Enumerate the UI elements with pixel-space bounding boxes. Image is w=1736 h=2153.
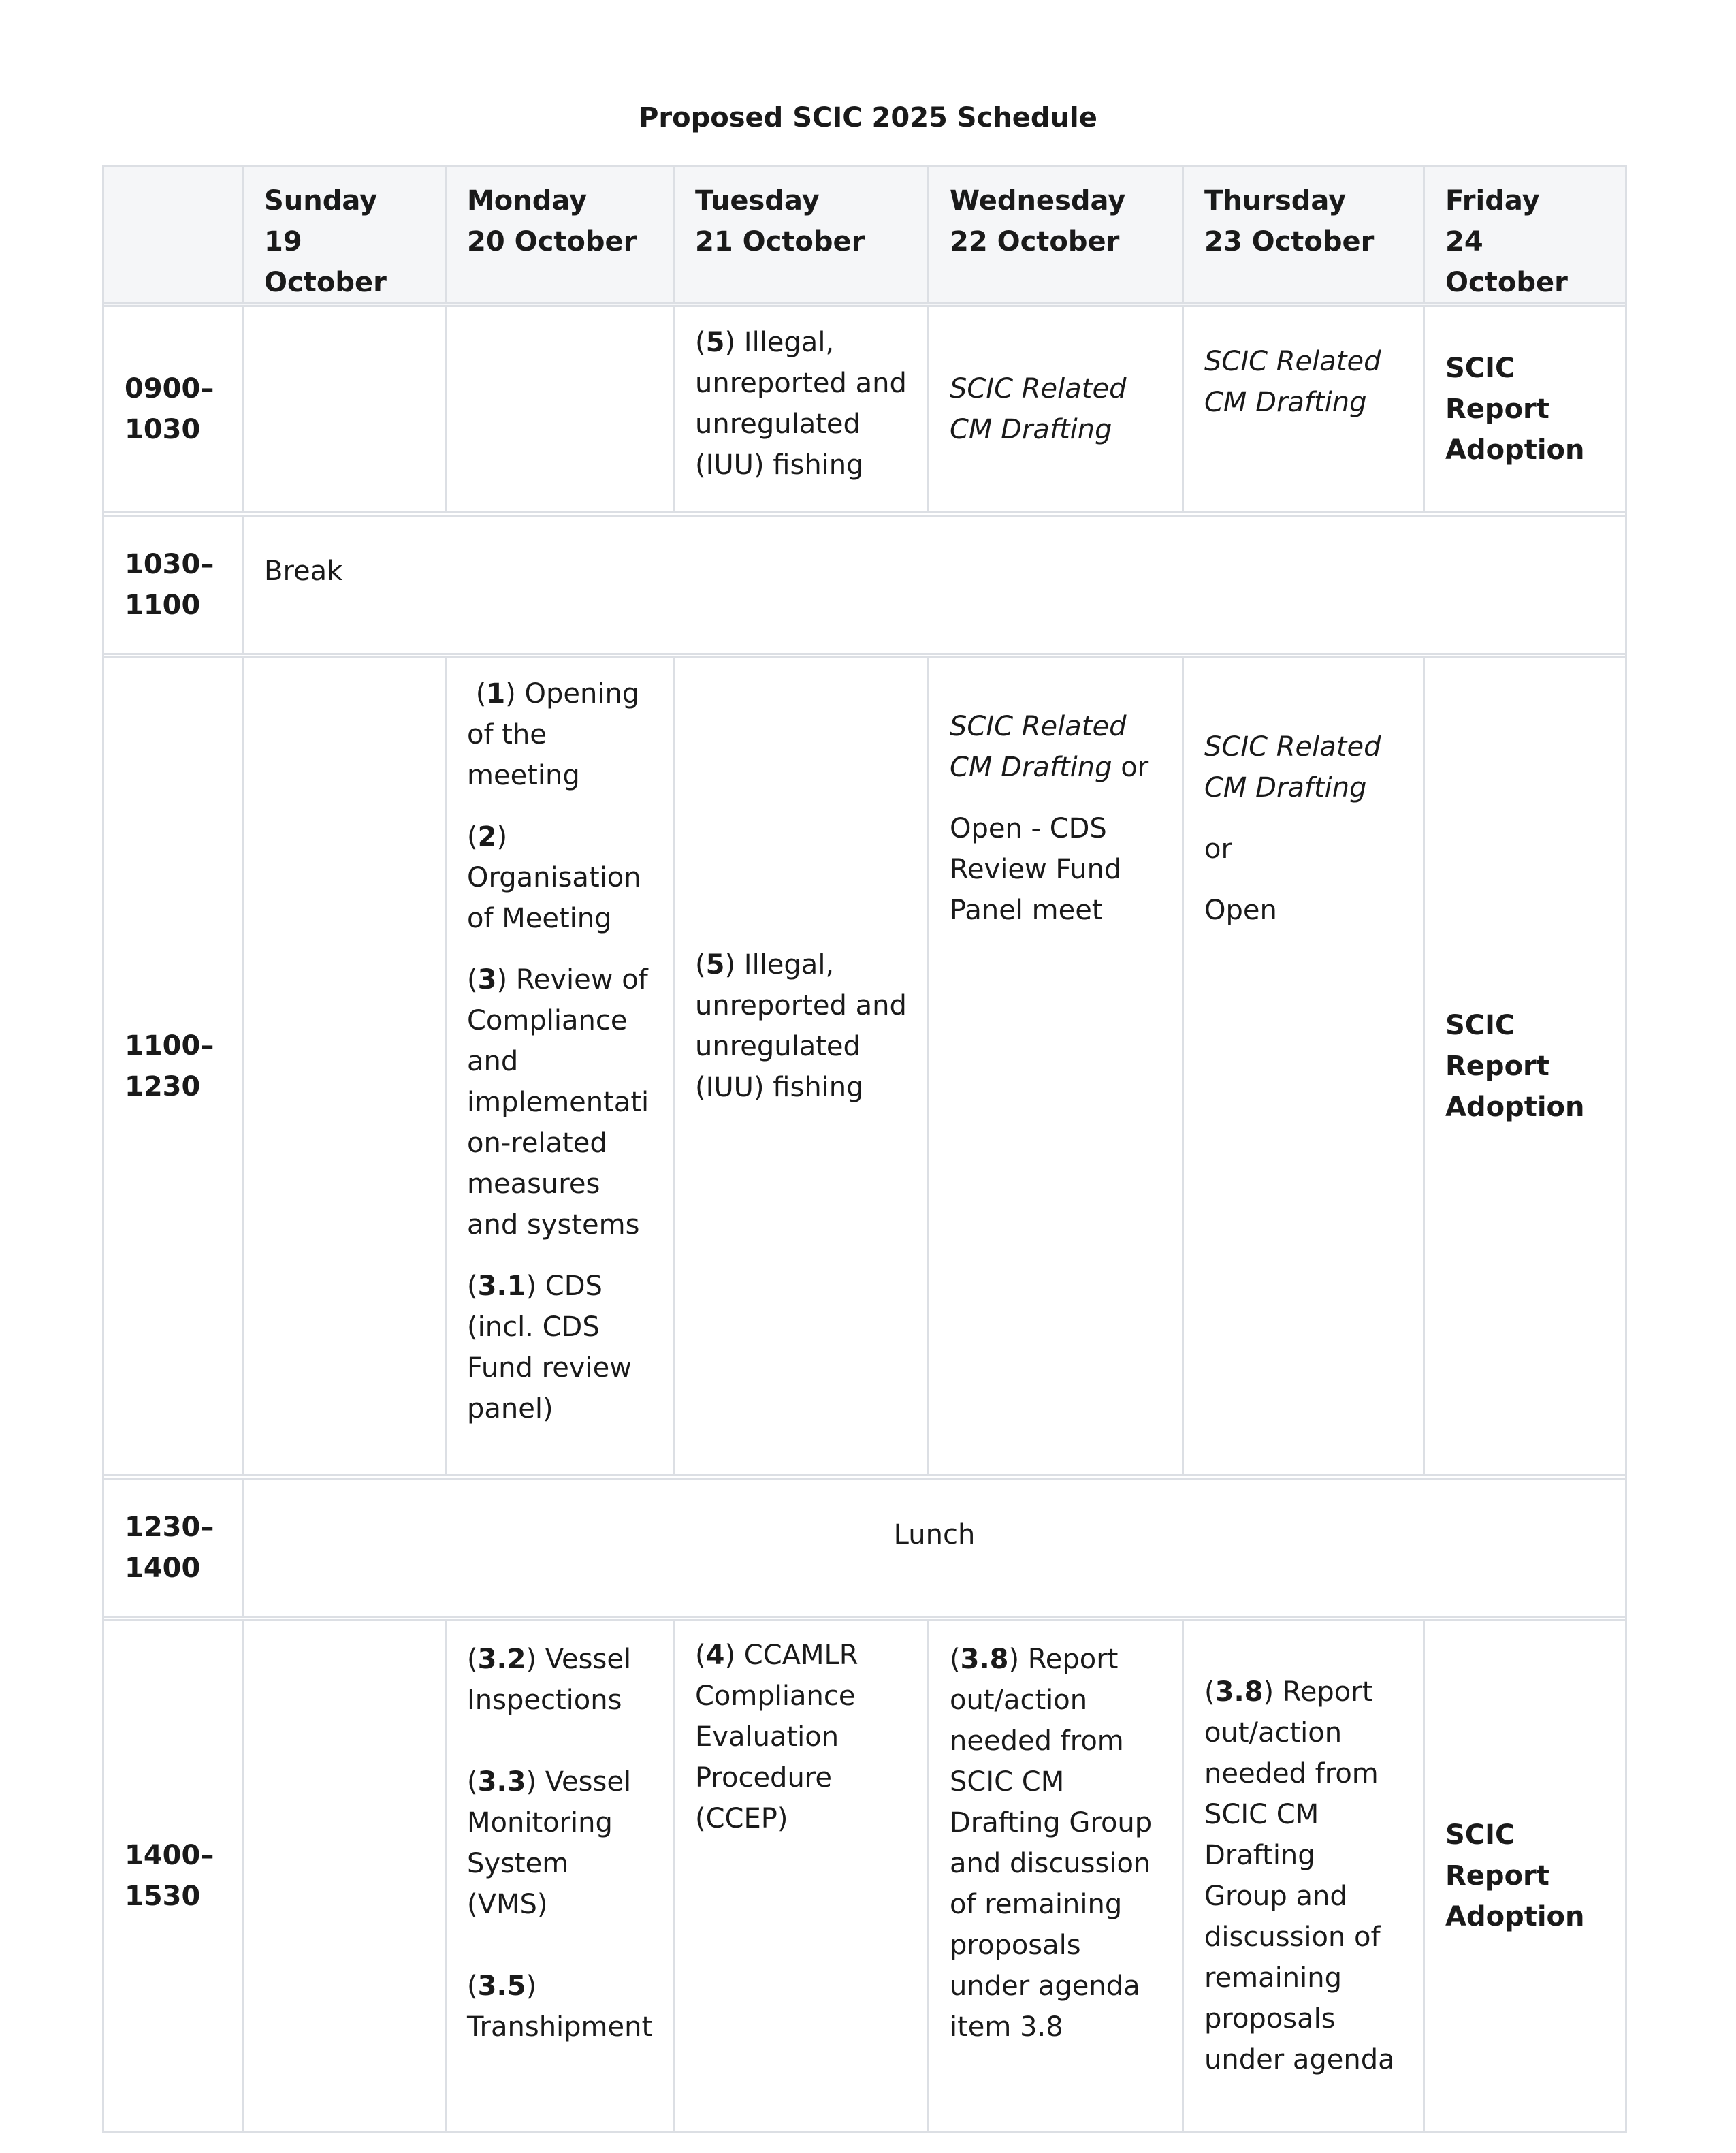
session-open: Open (1204, 895, 1277, 926)
agenda-item: (3.3) Vessel Monitoring System (VMS) (467, 1766, 632, 1920)
agenda-text: Opening of the meeting (467, 678, 640, 791)
header-wednesday (929, 167, 1184, 302)
agenda-text: Vessel Inspections (467, 1644, 632, 1716)
cell-monday-1100 (447, 658, 675, 1474)
session-italic: SCIC Related CM Drafting (1204, 731, 1381, 803)
header-tuesday (675, 167, 929, 302)
header-date: 20 October (467, 226, 637, 257)
session-text: SCIC Report Adoption (1445, 1819, 1585, 1932)
cell-thursday-1100 (1184, 658, 1425, 1474)
time-start: 0900– (125, 373, 214, 404)
table-row-1030 (104, 517, 1625, 658)
header-day: Tuesday (695, 185, 820, 217)
break-text: Break (264, 556, 343, 587)
break-cell (244, 517, 1625, 653)
table-header-row (104, 167, 1625, 307)
session-text: SCIC Related CM Drafting (950, 373, 1127, 445)
agenda-number: 1 (486, 678, 506, 709)
cell-sunday-0900 (244, 307, 447, 511)
agenda-item: (1) Opening of the meeting (467, 678, 640, 791)
session-text: SCIC Report Adoption (1445, 353, 1585, 466)
agenda-text: Report out/action needed from SCIC CM Drafting Group and discussion of remaining proposals under agenda (1204, 1676, 1395, 2075)
time-end: 1530 (125, 1881, 201, 1912)
agenda-text: CCAMLR Compliance Evaluation Procedure (CCEP) (695, 1640, 858, 1834)
header-day: Thursday (1204, 185, 1347, 217)
header-date: 22 October (950, 226, 1120, 257)
table-row-1400 (104, 1621, 1625, 2131)
session-italic: SCIC Related CM Drafting (950, 711, 1127, 783)
agenda-text: CDS (incl. CDS Fund review panel) (467, 1271, 632, 1424)
cell-friday-1100 (1425, 658, 1625, 1474)
time-start: 1230– (125, 1512, 214, 1543)
agenda-text: Vessel Monitoring System (VMS) (467, 1766, 632, 1920)
time-cell (104, 1621, 244, 2131)
agenda-number: 3.3 (477, 1766, 526, 1798)
agenda-number: 3 (477, 964, 497, 995)
session-open: Open - CDS Review Fund Panel meet (950, 813, 1122, 926)
agenda-text: Report out/action needed from SCIC CM Drafting Group and discussion of remaining proposals under agenda item 3.8 (950, 1644, 1153, 2043)
header-date: 19 October (264, 226, 387, 298)
table-row-1100 (104, 658, 1625, 1480)
cell-tuesday-1100: (5) Illegal, unreported and unregulated (IUU) fishing (675, 658, 929, 1474)
agenda-number: 5 (705, 327, 725, 358)
cell-monday-0900 (447, 307, 675, 511)
agenda-number: 2 (477, 821, 497, 852)
agenda-item: (2) Organisation of Meeting (467, 821, 641, 934)
time-start: 1400– (125, 1840, 214, 1871)
agenda-number: 3.2 (477, 1644, 526, 1675)
session-or: or (1112, 752, 1149, 783)
header-thursday (1184, 167, 1425, 302)
cell-monday-1400 (447, 1621, 675, 2131)
header-day: Monday (467, 185, 588, 217)
agenda-text: Illegal, unreported and unregulated (IUU) fishing (695, 949, 907, 1103)
session-text: SCIC Related CM Drafting (1204, 346, 1381, 418)
agenda-item: (3.5) Transhipment (467, 1971, 653, 2043)
header-date: 21 October (695, 226, 865, 257)
header-date: 24 October (1445, 226, 1568, 298)
cell-friday-0900 (1425, 307, 1625, 511)
header-day: Wednesday (950, 185, 1126, 217)
header-date: 23 October (1204, 226, 1375, 257)
agenda-number: 4 (705, 1640, 725, 1671)
session-or: or (1204, 833, 1232, 865)
cell-sunday-1400 (244, 1621, 447, 2131)
cell-tuesday-0900: (5) Illegal, unreported and unregulated (IUU) fishing (675, 307, 929, 511)
time-start: 1030– (125, 549, 214, 580)
cell-friday-1400 (1425, 1621, 1625, 2131)
header-monday (447, 167, 675, 302)
cell-wednesday-1100 (929, 658, 1184, 1474)
session-text (950, 706, 1161, 788)
agenda-number: 3.8 (960, 1644, 1009, 1675)
agenda-number: 3.1 (477, 1271, 526, 1302)
cell-thursday-0900 (1184, 307, 1425, 511)
table-row-0900 (104, 307, 1625, 517)
cell-tuesday-1400: (4) CCAMLR Compliance Evaluation Procedure (CCEP) (675, 1621, 929, 2131)
time-end: 1400 (125, 1552, 201, 1584)
agenda-item: (3.2) Vessel Inspections (467, 1644, 632, 1716)
header-corner-cell (104, 167, 244, 302)
table-row-1230 (104, 1480, 1625, 1621)
agenda-text: Review of Compliance and implementati on-related measures and systems (467, 964, 649, 1241)
agenda-text: Illegal, unreported and unregulated (IUU) fishing (695, 327, 907, 481)
agenda-text: Transhipment (467, 2011, 653, 2043)
time-cell (104, 307, 244, 511)
agenda-item: (3) Review of Compliance and implementati on-related measures and systems (467, 964, 649, 1241)
page-title: Proposed SCIC 2025 Schedule (639, 102, 1097, 133)
cell-wednesday-1400: (3.8) Report out/action needed from SCIC CM Drafting Group and discussion of remaining proposals under agenda item 3.8 (929, 1621, 1184, 2131)
header-friday (1425, 167, 1625, 302)
time-end: 1100 (125, 590, 201, 621)
lunch-cell (244, 1480, 1625, 1616)
time-start: 1100– (125, 1030, 214, 1062)
header-sunday (244, 167, 447, 302)
lunch-text: Lunch (893, 1519, 976, 1550)
cell-thursday-1400: (3.8) Report out/action needed from SCIC CM Drafting Group and discussion of remaining proposals under agenda (1184, 1621, 1425, 2131)
time-cell (104, 517, 244, 653)
agenda-number: 5 (705, 949, 725, 980)
time-end: 1030 (125, 414, 201, 445)
agenda-item: (3.1) CDS (incl. CDS Fund review panel) (467, 1271, 632, 1424)
agenda-number: 3.8 (1215, 1676, 1264, 1708)
cell-wednesday-0900 (929, 307, 1184, 511)
cell-sunday-1100 (244, 658, 447, 1474)
time-end: 1230 (125, 1071, 201, 1102)
time-cell (104, 1480, 244, 1616)
agenda-text: Organisation of Meeting (467, 862, 641, 934)
session-text: SCIC Report Adoption (1445, 1010, 1585, 1123)
header-day: Friday (1445, 185, 1540, 217)
header-day: Sunday (264, 185, 378, 217)
time-cell (104, 658, 244, 1474)
schedule-table (102, 165, 1627, 2133)
agenda-number: 3.5 (477, 1971, 526, 2002)
